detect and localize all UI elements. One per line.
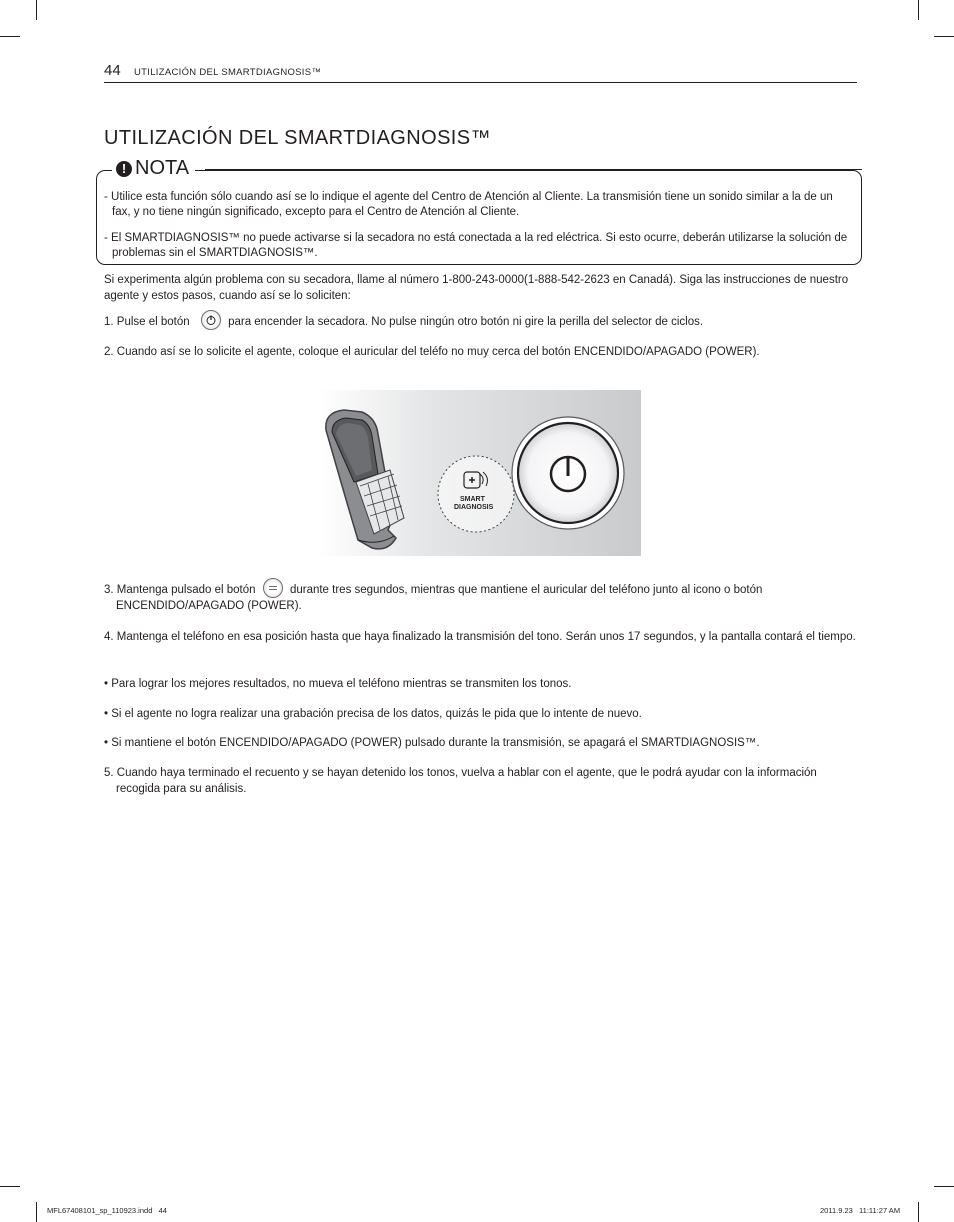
crop-mark (934, 36, 954, 37)
crop-mark (36, 0, 37, 20)
start-pause-button-icon (263, 578, 283, 598)
bullet-item: • Si mantiene el botón ENCENDIDO/APAGADO (POWER) pulsado durante la transmisión, se apagará el SMARTDIAGNOSIS™. (104, 737, 760, 749)
step-2: 2. Cuando así se lo solicite el agente, coloque el auricular del teléfo no muy cerca del botón ENCENDIDO/APAGADO (POWER). (104, 346, 760, 358)
note-label: NOTA (135, 157, 190, 179)
note-heading (112, 157, 195, 180)
crop-mark (918, 0, 919, 20)
intro-paragraph: Si experimenta algún problema con su secadora, llame al número 1-800-243-0000(1-888-542-2623 en Canadá). Siga las instrucciones de nuestro agente y estos pasos, cuando así se lo soliciten: (104, 274, 849, 302)
crop-mark (36, 1202, 37, 1222)
crop-mark (0, 36, 20, 37)
note-item: - El SMARTDIAGNOSIS™ no puede activarse si la secadora no está conectada a la red eléctrica. Si esto ocurre, deberán utilizarse la solución de problemas sin el SMARTDIAGNOSIS™. (104, 232, 848, 259)
crop-mark (918, 1202, 919, 1222)
exclamation-icon: ! (116, 161, 132, 177)
power-button-icon (512, 417, 624, 529)
smart-label: SMART (460, 496, 485, 503)
bullet-item: • Para lograr los mejores resultados, no mueva el teléfono mientras se transmiten los tonos. (104, 678, 572, 690)
power-button-icon (201, 310, 221, 330)
step-1 (104, 314, 849, 331)
step-1-text: para encender la secadora. No pulse ningún otro botón ni gire la perilla del selector de ciclos. (228, 316, 704, 329)
page-number: 44 (104, 62, 121, 79)
note-divider (205, 169, 862, 170)
note-item: - Utilice esta función sólo cuando así se lo indique el agente del Centro de Atención al Cliente. La transmisión tiene un sonido similar a la de un fax, y no tiene ningún significado, excepto para el Centro de Atención al Cliente. (104, 191, 833, 218)
print-slug-date: 2011.9.23 11:11:27 AM (820, 1206, 901, 1215)
smartdiagnosis-illustration (318, 390, 641, 556)
bullet-item: • Si el agente no logra realizar una grabación precisa de los datos, quizás le pida que lo intente de nuevo. (104, 708, 642, 720)
crop-mark (934, 1186, 954, 1187)
running-header: UTILIZACIÓN DEL SMARTDIAGNOSIS™ (134, 67, 322, 78)
step-3-text: 3. Mantenga pulsado el botón (104, 584, 256, 597)
step-4: 4. Mantenga el teléfono en esa posición hasta que haya finalizado la transmisión del tono. Serán unos 17 segundos, y la pantalla contará el tiempo. (104, 631, 856, 643)
step-3 (104, 582, 861, 614)
crop-mark (0, 1186, 20, 1187)
step-1-text: 1. Pulse el botón (104, 316, 190, 329)
step-3-text: durante tres segundos, mientras que mantiene el auricular del teléfono junto al icono o botón ENCENDIDO/APAGADO (POWER). (116, 584, 763, 612)
diagnosis-label: DIAGNOSIS (454, 504, 494, 511)
page-title: UTILIZACIÓN DEL SMARTDIAGNOSIS™ (104, 127, 491, 149)
header-rule (104, 82, 857, 83)
step-5: 5. Cuando haya terminado el recuento y se hayan detenido los tonos, vuelva a hablar con el agente, que le podrá ayudar con la información recogida para su análisis. (104, 767, 817, 795)
print-slug-file: MFL67408101_sp_110923.indd 44 (47, 1206, 167, 1215)
